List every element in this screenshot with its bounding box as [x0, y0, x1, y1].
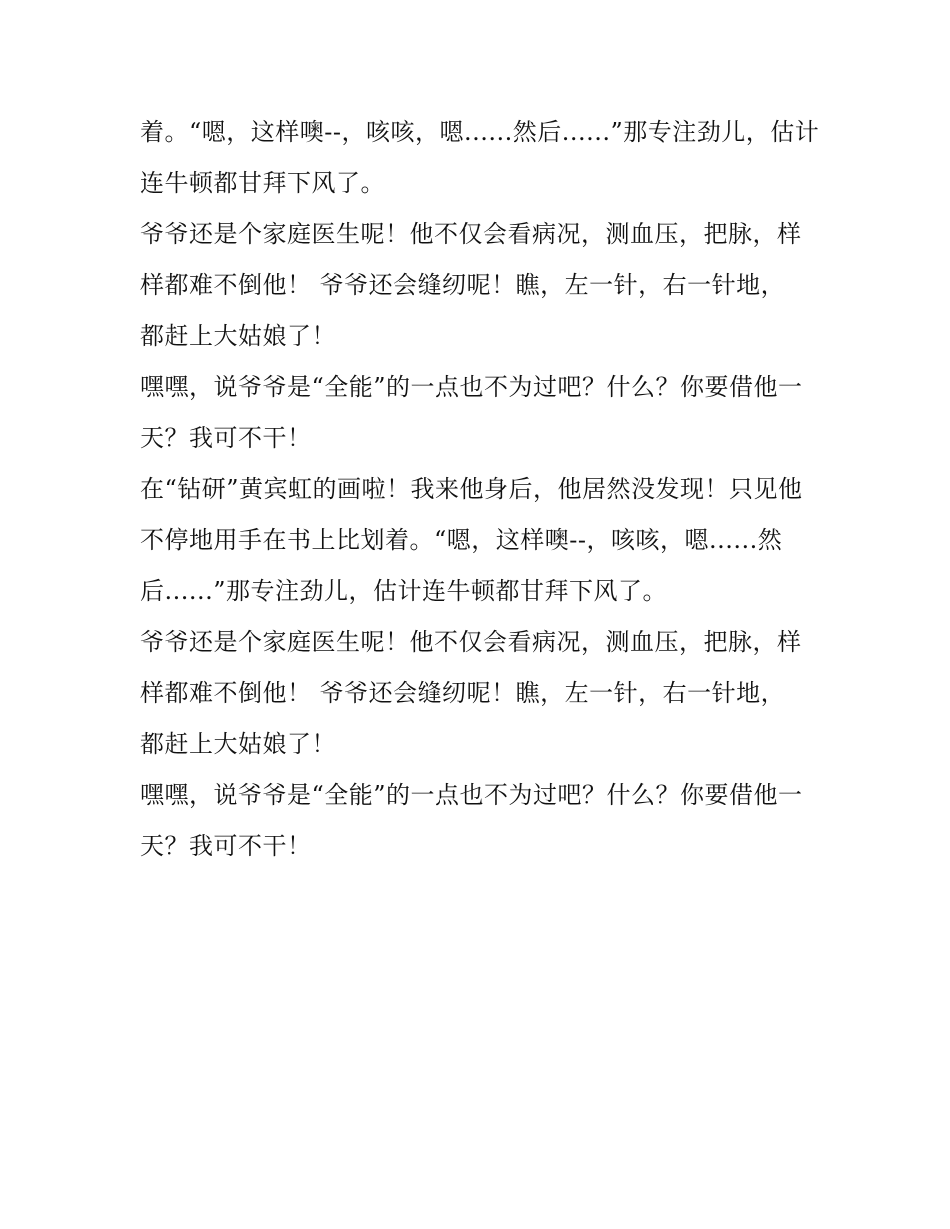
text-line: 连牛顿都甘拜下风了。 — [140, 169, 385, 197]
text-line: 爷爷还是个家庭医生呢！他不仅会看病况，测血压，把脉，样 — [140, 628, 802, 656]
text-line: 天？我可不干！ — [140, 424, 312, 452]
text-line: 都赶上大姑娘了！ — [140, 322, 336, 350]
text-line: 不停地用手在书上比划着。“嗯，这样噢--，咳咳，嗯......然 — [140, 526, 783, 554]
text-line: 嘿嘿，说爷爷是“全能”的一点也不为过吧？什么？你要借他一 — [140, 373, 803, 401]
text-line: 都赶上大姑娘了！ — [140, 730, 336, 758]
text-line: 爷爷还是个家庭医生呢！他不仅会看病况，测血压，把脉，样 — [140, 220, 802, 248]
text-line: 嘿嘿，说爷爷是“全能”的一点也不为过吧？什么？你要借他一 — [140, 781, 803, 809]
document-body — [140, 107, 820, 872]
text-line: 天？我可不干！ — [140, 832, 312, 860]
text-line: 样都难不倒他！ 爷爷还会缝纫呢！瞧，左一针，右一针地， — [140, 271, 786, 299]
text-line: 样都难不倒他！ 爷爷还会缝纫呢！瞧，左一针，右一针地， — [140, 679, 786, 707]
text-line: 着。“嗯，这样噢--，咳咳，嗯......然后......”那专注劲儿，估计 — [140, 118, 820, 146]
text-line: 后......”那专注劲儿，估计连牛顿都甘拜下风了。 — [140, 577, 668, 605]
text-line: 在“钻研”黄宾虹的画啦！我来他身后，他居然没发现！只见他 — [140, 475, 803, 503]
